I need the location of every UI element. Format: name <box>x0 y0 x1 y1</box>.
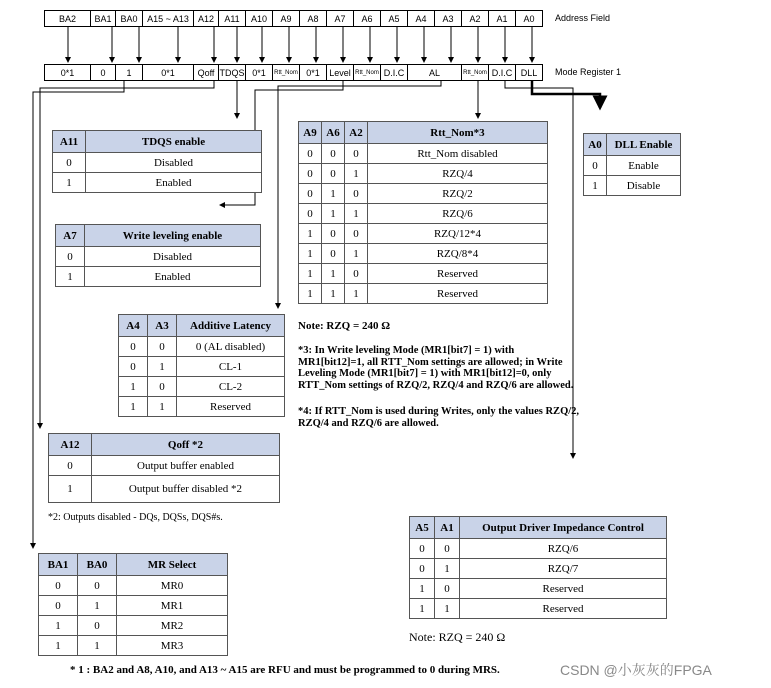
table-cell: Reserved <box>460 579 667 599</box>
register-bit-cell: 1 <box>115 64 143 81</box>
address-bit-cell: A10 <box>245 10 273 27</box>
table-cell: Reserved <box>368 284 548 304</box>
register-bit-cell: 0*1 <box>245 64 273 81</box>
table-cell: 0 <box>345 224 368 244</box>
register-bit-cell: DLL <box>515 64 543 81</box>
odi-header-a1: A1 <box>435 517 460 539</box>
table-cell: 0 <box>39 576 78 596</box>
table-cell: RZQ/4 <box>368 164 548 184</box>
table-cell: 0 <box>322 224 345 244</box>
output-driver-impedance-table <box>409 516 667 619</box>
table-cell: RZQ/7 <box>460 559 667 579</box>
table-cell: 1 <box>299 244 322 264</box>
address-bit-cell: A3 <box>434 10 462 27</box>
address-bit-cell: A1 <box>488 10 516 27</box>
table-cell: 0 <box>56 247 85 267</box>
table-cell: RZQ/2 <box>368 184 548 204</box>
footnote-4: *4: If RTT_Nom is used during Writes, only the values RZQ/2, RZQ/4 and RZQ/6 are allowed. <box>298 406 580 429</box>
table-cell: 1 <box>410 599 435 619</box>
address-field-row <box>45 10 543 27</box>
table-cell: Enabled <box>86 173 262 193</box>
address-bit-cell: A12 <box>193 10 219 27</box>
table-cell: 0 <box>345 144 368 164</box>
table-cell: 1 <box>299 284 322 304</box>
table-cell: 0 <box>148 377 177 397</box>
odi-header-title: Output Driver Impedance Control <box>460 517 667 539</box>
table-cell: 0 <box>299 144 322 164</box>
rtt-header-a9: A9 <box>299 122 322 144</box>
address-bit-cell: BA0 <box>115 10 143 27</box>
rtt-note: Note: RZQ = 240 Ω <box>298 320 391 332</box>
table-cell: 1 <box>119 377 148 397</box>
table-cell: 0 <box>78 616 117 636</box>
table-cell: 1 <box>345 204 368 224</box>
address-bit-cell: A11 <box>218 10 246 27</box>
table-cell: 0 <box>322 164 345 184</box>
table-cell: 0 <box>39 596 78 616</box>
address-bit-cell: BA1 <box>90 10 116 27</box>
wl-header-title: Write leveling enable <box>85 225 261 247</box>
table-cell: RZQ/6 <box>368 204 548 224</box>
table-cell: 0 <box>299 164 322 184</box>
table-cell: 0 <box>584 156 607 176</box>
qoff-header-bit: A12 <box>49 434 92 456</box>
address-bit-cell: A15 ~ A13 <box>142 10 194 27</box>
table-cell: Rtt_Nom disabled <box>368 144 548 164</box>
mode-register-row <box>45 64 543 81</box>
table-cell: 1 <box>322 284 345 304</box>
table-cell: 1 <box>345 164 368 184</box>
table-cell: 1 <box>39 636 78 656</box>
table-cell: Reserved <box>368 264 548 284</box>
odi-header-a5: A5 <box>410 517 435 539</box>
table-cell: 1 <box>322 264 345 284</box>
register-bit-cell: 0 <box>90 64 116 81</box>
table-cell: 1 <box>119 397 148 417</box>
table-cell: Disable <box>607 176 681 196</box>
register-bit-cell: 0*1 <box>44 64 91 81</box>
register-bit-cell: Qoff <box>193 64 219 81</box>
register-bit-cell: Rtt_Nom <box>461 64 489 81</box>
al-header-title: Additive Latency <box>177 315 285 337</box>
rtt-header-a6: A6 <box>322 122 345 144</box>
table-cell: 0 <box>119 337 148 357</box>
table-cell: Enable <box>607 156 681 176</box>
address-bit-cell: A5 <box>380 10 408 27</box>
al-header-a3: A3 <box>148 315 177 337</box>
register-bit-cell: D.I.C <box>488 64 516 81</box>
table-cell: 0 <box>49 456 92 476</box>
table-cell: 1 <box>56 267 85 287</box>
table-cell: Disabled <box>86 153 262 173</box>
register-bit-cell: Rtt_Nom <box>353 64 381 81</box>
table-cell: 0 <box>322 144 345 164</box>
table-cell: MR0 <box>117 576 228 596</box>
table-cell: 0 <box>410 539 435 559</box>
table-cell: 1 <box>322 204 345 224</box>
table-cell: 1 <box>435 599 460 619</box>
table-cell: RZQ/6 <box>460 539 667 559</box>
table-cell: RZQ/8*4 <box>368 244 548 264</box>
table-cell: RZQ/12*4 <box>368 224 548 244</box>
register-bit-cell: D.I.C <box>380 64 408 81</box>
table-cell: 0 (AL disabled) <box>177 337 285 357</box>
rtt-nom-table <box>298 121 548 304</box>
table-cell: 0 <box>345 264 368 284</box>
table-cell: 0 <box>299 184 322 204</box>
table-cell: CL-2 <box>177 377 285 397</box>
register-bit-cell: TDQS <box>218 64 246 81</box>
table-cell: Disabled <box>85 247 261 267</box>
table-cell: 0 <box>53 153 86 173</box>
address-bit-cell: A8 <box>299 10 327 27</box>
table-cell: Output buffer disabled *2 <box>92 476 280 503</box>
table-cell: 1 <box>78 596 117 616</box>
address-bit-cell: A2 <box>461 10 489 27</box>
footnote-3: *3: In Write leveling Mode (MR1[bit7] = 1) with MR1[bit12]=1, all RTT_Nom settings are allowed; in Write Leveling Mode (MR1[bit7] = 1) with MR1[bit12]=0, only RTT_Nom settings of RZQ/2, RZQ/4 and RZQ/6 are allowed. <box>298 345 574 391</box>
tdqs-table <box>52 130 262 193</box>
register-bit-cell: AL <box>407 64 462 81</box>
mode-register-label: Mode Register 1 <box>555 67 622 77</box>
rtt-header-a2: A2 <box>345 122 368 144</box>
table-cell: 1 <box>49 476 92 503</box>
tdqs-header-bit: A11 <box>53 131 86 153</box>
rtt-header-title: Rtt_Nom*3 <box>368 122 548 144</box>
address-field-label: Address Field <box>555 13 611 23</box>
table-cell: 1 <box>299 264 322 284</box>
mr-header-ba1: BA1 <box>39 554 78 576</box>
address-bit-cell: A7 <box>326 10 354 27</box>
table-cell: 1 <box>584 176 607 196</box>
address-bit-cell: A0 <box>515 10 543 27</box>
table-cell: 1 <box>78 636 117 656</box>
register-bit-cell: 0*1 <box>299 64 327 81</box>
address-bit-cell: BA2 <box>44 10 91 27</box>
register-bit-cell: Rtt_Nom <box>272 64 300 81</box>
qoff-table <box>48 433 280 503</box>
mr-header-ba0: BA0 <box>78 554 117 576</box>
table-cell: MR2 <box>117 616 228 636</box>
table-cell: 1 <box>410 579 435 599</box>
table-cell: 0 <box>345 184 368 204</box>
qoff-header-title: Qoff *2 <box>92 434 280 456</box>
write-leveling-table <box>55 224 261 287</box>
table-cell: 1 <box>299 224 322 244</box>
address-bit-cell: A4 <box>407 10 435 27</box>
table-cell: 1 <box>39 616 78 636</box>
dll-header-title: DLL Enable <box>607 134 681 156</box>
table-cell: 0 <box>410 559 435 579</box>
qoff-note: *2: Outputs disabled - DQs, DQSs, DQS#s. <box>48 512 223 523</box>
table-cell: 0 <box>148 337 177 357</box>
table-cell: Reserved <box>177 397 285 417</box>
table-cell: 0 <box>435 539 460 559</box>
watermark: CSDN @小灰灰的FPGA <box>560 662 712 678</box>
dll-table <box>583 133 681 196</box>
table-cell: 1 <box>435 559 460 579</box>
address-bit-cell: A9 <box>272 10 300 27</box>
table-cell: MR1 <box>117 596 228 616</box>
table-cell: 0 <box>435 579 460 599</box>
footnote-1: * 1 : BA2 and A8, A10, and A13 ~ A15 are RFU and must be programmed to 0 during MRS. <box>70 664 500 676</box>
table-cell: 0 <box>299 204 322 224</box>
mr-header-title: MR Select <box>117 554 228 576</box>
table-cell: 1 <box>148 357 177 377</box>
register-bit-cell: Level <box>326 64 354 81</box>
table-cell: 1 <box>345 244 368 264</box>
table-cell: 0 <box>322 244 345 264</box>
table-cell: 1 <box>345 284 368 304</box>
odi-note: Note: RZQ = 240 Ω <box>409 630 506 644</box>
address-bit-cell: A6 <box>353 10 381 27</box>
additive-latency-table <box>118 314 285 417</box>
table-cell: 1 <box>322 184 345 204</box>
register-bit-cell: 0*1 <box>142 64 194 81</box>
table-cell: CL-1 <box>177 357 285 377</box>
table-cell: Output buffer enabled <box>92 456 280 476</box>
table-cell: Reserved <box>460 599 667 619</box>
tdqs-header-title: TDQS enable <box>86 131 262 153</box>
table-cell: MR3 <box>117 636 228 656</box>
al-header-a4: A4 <box>119 315 148 337</box>
mr-select-table <box>38 553 228 656</box>
table-cell: Enabled <box>85 267 261 287</box>
table-cell: 0 <box>78 576 117 596</box>
table-cell: 1 <box>53 173 86 193</box>
table-cell: 1 <box>148 397 177 417</box>
wl-header-bit: A7 <box>56 225 85 247</box>
table-cell: 0 <box>119 357 148 377</box>
dll-header-bit: A0 <box>584 134 607 156</box>
